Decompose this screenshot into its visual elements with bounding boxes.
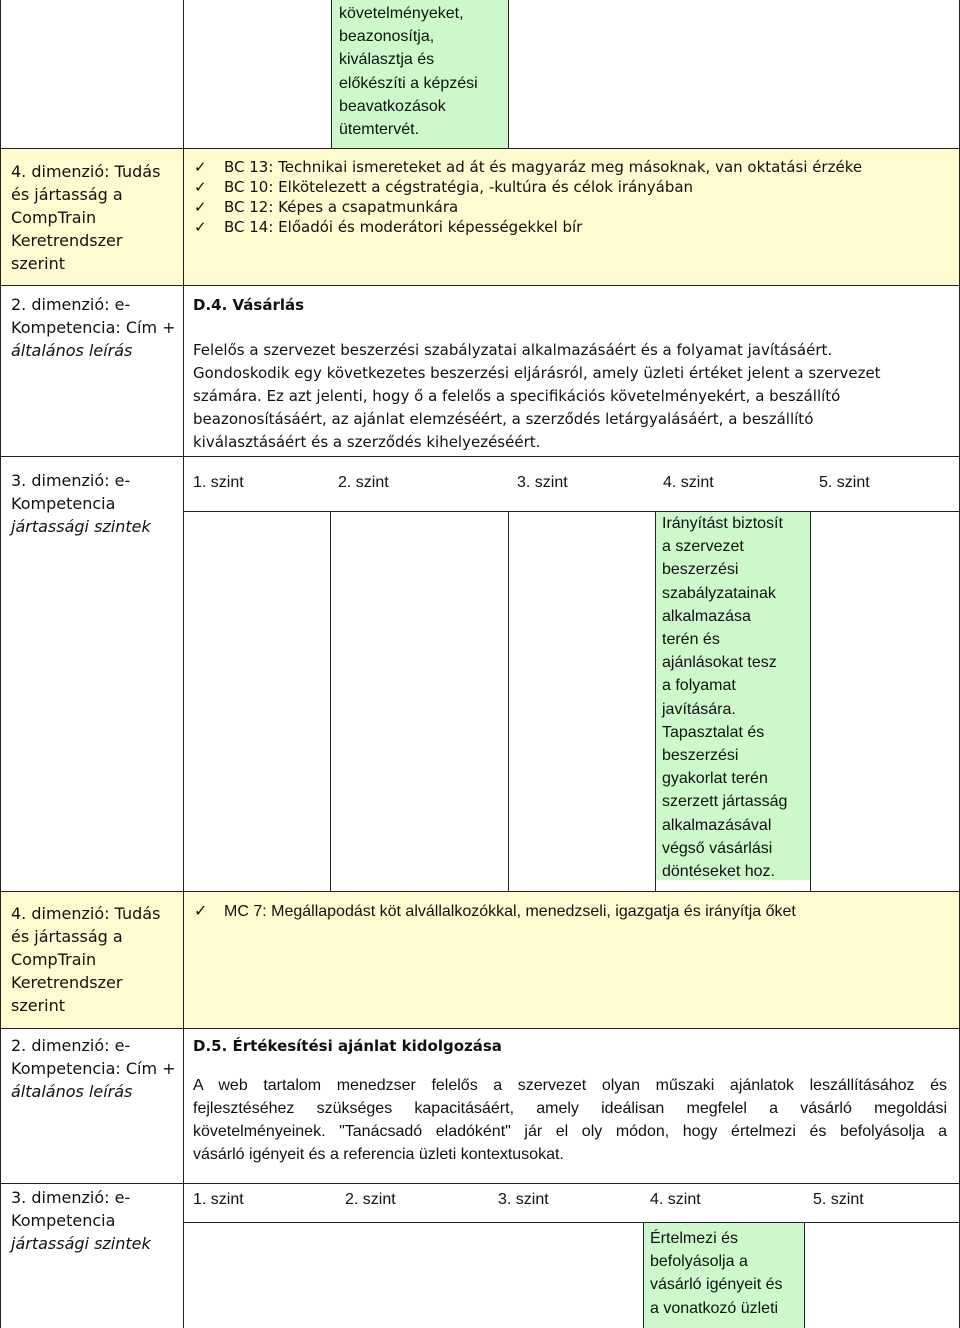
text-line: A web tartalom menedzser felelős a szervezet olyan műszaki ajánlatok leszállításához és: [193, 1077, 947, 1094]
text-line: döntéseket hoz.: [662, 863, 775, 881]
dimension-label-line: szerint: [11, 254, 66, 273]
dimension-label-line: 3. dimenzió: e-: [11, 1188, 131, 1207]
text-line: kiválasztja és: [339, 51, 435, 69]
dimension-label-line: 3. dimenzió: e-: [11, 471, 131, 490]
section-description: [193, 339, 959, 454]
dimension-label-line: 2. dimenzió: e-: [11, 1036, 131, 1055]
dimension4-label-cell: [0, 148, 184, 286]
text-line: ajánlásokat tesz: [662, 654, 777, 672]
section-title: D.4. Vásárlás: [193, 296, 305, 314]
levels-cell: [183, 456, 960, 892]
text-line: beazonosítja,: [339, 28, 435, 46]
skill-text: BC 12: Képes a csapatmunkára: [224, 198, 459, 216]
list-item: [194, 177, 959, 197]
level-header: 1. szint: [193, 474, 244, 491]
text-line: követelményeinek. "Tanácsadó eladóként" jár el oly módon, hogy értelmezi és befolyásolja a: [193, 1123, 947, 1140]
text-line: alkalmazása: [662, 607, 751, 625]
text-line: szerzett jártasság: [662, 793, 788, 811]
level-header: 5. szint: [813, 1191, 864, 1208]
text-line: beazonosításáért, az ajánlat elemzéséért, a szerződés letárgyalásáért, a beszállító: [193, 410, 814, 428]
skill-text: BC 14: Előadói és moderátori képességekkel bír: [224, 218, 583, 236]
text-line: a szervezet: [662, 538, 744, 556]
dimension-label-line: jártassági szintek: [11, 517, 151, 536]
text-line: végső vásárlási: [662, 839, 773, 857]
text-line: ütemtervét.: [339, 121, 420, 139]
levels-header-divider: [183, 1222, 960, 1223]
skill-text: BC 13: Technikai ismereteket ad át és magyaráz meg másoknak, van oktatási érzéke: [224, 158, 863, 176]
text-line: terén és: [662, 631, 720, 649]
dimension-label-line: Kompetencia: Cím +: [11, 318, 176, 337]
dimension-label-line: 2. dimenzió: e-: [11, 295, 131, 314]
text-line: Értelmezi és: [650, 1230, 739, 1247]
dimension-label-line: és jártasság a: [11, 927, 123, 946]
level4-description: [644, 1223, 804, 1328]
text-line: gyakorlat terén: [662, 770, 768, 788]
level-header: 4. szint: [663, 474, 714, 491]
dimension-label-line: Keretrendszer: [11, 973, 123, 992]
dimension-label-line: és jártasság a: [11, 185, 123, 204]
dimension4-label-cell: [0, 891, 184, 1029]
text-line: Felelős a szervezet beszerzési szabályzatai alkalmazásáért és a folyamat javításáért.: [193, 341, 833, 359]
list-item: [194, 157, 959, 177]
skills-list: [184, 149, 959, 237]
dimension-label-line: Kompetencia: [11, 1211, 116, 1230]
text-line: fejlesztéséhez szükséges kapacitásáért, amely ideálisan megfelel a vásárló megoldási: [193, 1100, 947, 1117]
text-line: Tapasztalat és: [662, 723, 765, 741]
dimension3-label-cell: [0, 456, 184, 892]
level-header: 2. szint: [338, 474, 389, 491]
check-mark-icon: ✓: [194, 198, 207, 216]
description-cell: [183, 285, 960, 457]
level-header: 3. szint: [517, 474, 568, 491]
skills-cell: [183, 148, 960, 286]
level4-description: [656, 512, 810, 880]
levels-header-divider: [183, 511, 960, 512]
dimension2-label-cell: [0, 285, 184, 457]
dimension-label-line: CompTrain: [11, 950, 97, 969]
text-line: kiválasztásáért és a szerződés kihelyezéséért.: [193, 433, 541, 451]
dimension-label-line: Kompetencia: [11, 494, 116, 513]
dimension-label-line: általános leírás: [11, 341, 133, 360]
level-header: 2. szint: [345, 1191, 396, 1208]
dimension2-label-cell: [0, 1028, 184, 1184]
dimension-label-line: Kompetencia: Cím +: [11, 1059, 176, 1078]
levels-column-divider: [810, 512, 811, 892]
section-description: [193, 1074, 947, 1166]
levels-column-divider: [330, 512, 331, 892]
levels-column-divider: [508, 512, 509, 892]
dimension-label-line: általános leírás: [11, 1082, 133, 1101]
dimension3-label-cell: [0, 1183, 184, 1328]
text-line: javítására.: [662, 700, 736, 718]
text-line: befolyásolja a: [650, 1253, 748, 1271]
level-header: 5. szint: [819, 474, 870, 491]
top-left-cell: [0, 0, 184, 149]
dimension-label-line: jártassági szintek: [11, 1234, 151, 1253]
text-line: követelményeket,: [339, 5, 464, 22]
text-line: a vonatkozó üzleti: [650, 1299, 779, 1317]
skills-list: [184, 892, 959, 922]
skill-text: MC 7: Megállapodást köt alvállalkozókkal, menedzseli, igazgatja és irányítja őket: [224, 903, 796, 920]
skills-cell: [183, 891, 960, 1029]
dimension-label-line: szerint: [11, 996, 66, 1015]
text-line: beszerzési: [662, 747, 739, 765]
section-title: D.5. Értékesítési ajánlat kidolgozása: [193, 1037, 502, 1055]
text-line: beavatkozások: [339, 97, 446, 115]
text-line: vásárló igényeit és a referencia üzleti kontextusokat.: [193, 1146, 564, 1163]
top-green-cell: [331, 0, 509, 149]
text-line: Gondoskodik egy következetes beszerzési eljárásról, amely üzleti értéket jelent a szervezet: [193, 364, 881, 382]
level-header: 3. szint: [498, 1191, 549, 1208]
dimension-label-line: 4. dimenzió: Tudás: [11, 904, 161, 923]
list-item: [194, 902, 959, 922]
check-mark-icon: ✓: [194, 178, 207, 196]
text-line: beszerzési: [662, 561, 739, 579]
text-line: a folyamat: [662, 677, 736, 695]
levels-column-divider: [804, 1223, 805, 1328]
text-line: alkalmazásával: [662, 816, 772, 834]
skill-text: BC 10: Elkötelezett a cégstratégia, -kultúra és célok irányában: [224, 178, 694, 196]
description-cell: [183, 1028, 960, 1184]
list-item: [194, 197, 959, 217]
dimension-label-line: CompTrain: [11, 208, 97, 227]
dimension-label-line: 4. dimenzió: Tudás: [11, 162, 161, 181]
text-line: Irányítást biztosít: [662, 515, 783, 532]
text-line: számára. Ez azt jelenti, hogy ő a felelős a specifikációs követelményekért, a beszállító: [193, 387, 841, 405]
list-item: [194, 217, 959, 237]
text-line: szabályzatainak: [662, 584, 776, 602]
check-mark-icon: ✓: [194, 903, 208, 920]
level-header: 1. szint: [193, 1191, 244, 1208]
check-mark-icon: ✓: [194, 158, 207, 176]
top-right-cell: [183, 0, 960, 149]
level-header: 4. szint: [650, 1191, 701, 1208]
check-mark-icon: ✓: [194, 218, 207, 236]
text-line: előkészíti a képzési: [339, 74, 478, 92]
dimension-label-line: Keretrendszer: [11, 231, 123, 250]
text-line: vásárló igényeit és: [650, 1276, 783, 1294]
